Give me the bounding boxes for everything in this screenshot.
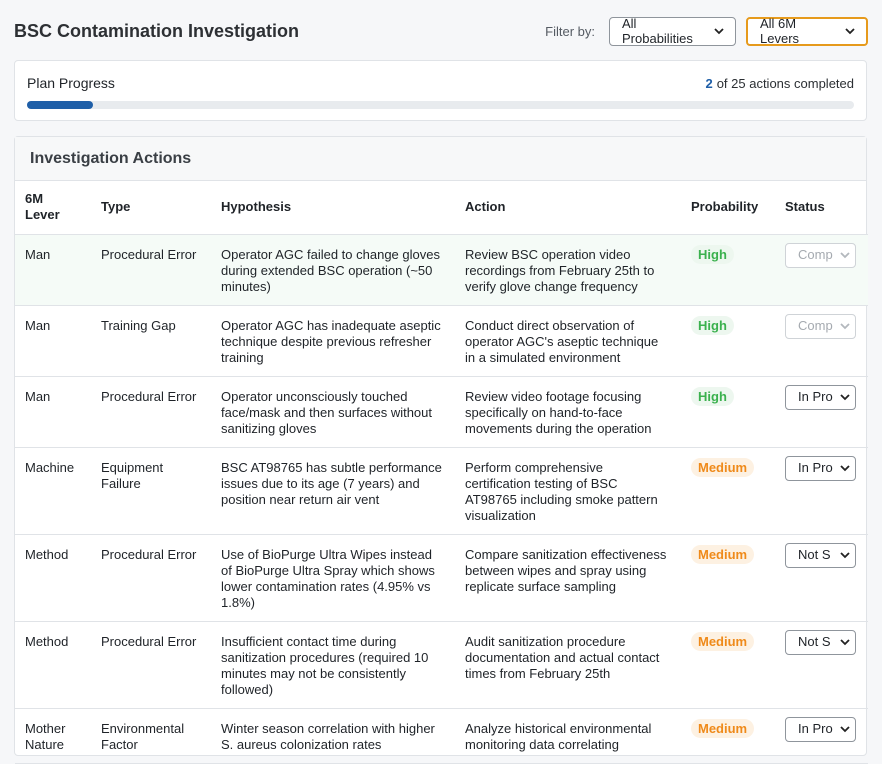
probability-cell xyxy=(681,234,775,305)
chevron-down-icon xyxy=(839,391,851,403)
type-cell: Environmental Factor xyxy=(91,708,211,763)
plan-progress-card xyxy=(14,60,867,121)
lever-cell: Man xyxy=(15,305,91,376)
hypothesis-cell: Use of BioPurge Ultra Wipes instead of BioPurge Ultra Spray which shows lower contamination rates (4.95% vs 1.8%) xyxy=(211,534,455,621)
lever-cell: Mother Nature xyxy=(15,708,91,763)
probability-cell xyxy=(681,708,775,763)
probability-badge: Medium xyxy=(691,545,754,564)
status-cell xyxy=(775,305,868,376)
action-cell: Audit sanitization procedure documentation and actual contact times from February 25th xyxy=(455,621,681,708)
lever-filter-select[interactable] xyxy=(746,17,868,46)
table-row xyxy=(15,708,868,763)
table-header-row xyxy=(15,181,868,234)
column-header-probability: Probability xyxy=(681,181,775,234)
probability-badge: High xyxy=(691,387,734,406)
table-row xyxy=(15,376,868,447)
page-title: BSC Contamination Investigation xyxy=(14,20,300,41)
type-cell: Procedural Error xyxy=(91,534,211,621)
probability-badge: High xyxy=(691,316,734,335)
status-select[interactable] xyxy=(785,385,856,410)
chevron-down-icon xyxy=(839,723,851,735)
progress-total-text: of 25 actions completed xyxy=(716,76,854,91)
hypothesis-cell: Operator AGC failed to change gloves during extended BSC operation (~50 minutes) xyxy=(211,234,455,305)
lever-filter-value: All 6M Levers xyxy=(760,16,800,46)
probability-cell xyxy=(681,305,775,376)
probability-cell xyxy=(681,621,775,708)
column-header-lever: 6M Lever xyxy=(15,181,91,234)
chevron-down-icon xyxy=(839,320,851,332)
type-cell: Training Gap xyxy=(91,305,211,376)
column-header-type: Type xyxy=(91,181,211,234)
status-select[interactable] xyxy=(785,717,856,742)
lever-cell: Man xyxy=(15,234,91,305)
lever-cell: Method xyxy=(15,621,91,708)
action-cell: Conduct direct observation of operator AGC's aseptic technique in a simulated environment xyxy=(455,305,681,376)
probability-cell xyxy=(681,376,775,447)
status-value: In Pro xyxy=(798,460,833,475)
hypothesis-cell: Winter season correlation with higher S. aureus colonization rates xyxy=(211,708,455,763)
status-cell xyxy=(775,621,868,708)
status-value: Not S xyxy=(798,634,831,649)
progress-bar-fill xyxy=(27,101,93,109)
hypothesis-cell: Operator AGC has inadequate aseptic technique despite previous refresher training xyxy=(211,305,455,376)
column-header-action: Action xyxy=(455,181,681,234)
status-cell xyxy=(775,708,868,763)
page-header xyxy=(14,14,868,48)
probability-badge: High xyxy=(691,245,734,264)
hypothesis-cell: Operator unconsciously touched face/mask and then surfaces without sanitizing gloves xyxy=(211,376,455,447)
probability-badge: Medium xyxy=(691,632,754,651)
type-cell: Procedural Error xyxy=(91,621,211,708)
lever-cell: Man xyxy=(15,376,91,447)
completed-count: 2 xyxy=(705,76,713,91)
action-cell: Perform comprehensive certification testing of BSC AT98765 including smoke pattern visualization xyxy=(455,447,681,534)
hypothesis-cell: BSC AT98765 has subtle performance issues due to its age (7 years) and position near return air vent xyxy=(211,447,455,534)
probability-cell xyxy=(681,447,775,534)
probability-filter-value: All Probabilities xyxy=(622,16,693,46)
progress-bar xyxy=(27,101,854,109)
type-cell: Procedural Error xyxy=(91,234,211,305)
probability-badge: Medium xyxy=(691,719,754,738)
lever-cell: Machine xyxy=(15,447,91,534)
actions-table xyxy=(15,181,868,764)
status-value: Comp xyxy=(798,247,833,262)
filter-bar xyxy=(545,17,868,46)
status-select[interactable] xyxy=(785,456,856,481)
chevron-down-icon xyxy=(839,249,851,261)
status-cell xyxy=(775,447,868,534)
type-cell: Equipment Failure xyxy=(91,447,211,534)
status-select[interactable] xyxy=(785,543,856,568)
chevron-down-icon xyxy=(844,25,856,37)
progress-title: Plan Progress xyxy=(27,75,115,91)
column-header-hypothesis: Hypothesis xyxy=(211,181,455,234)
table-row xyxy=(15,534,868,621)
actions-title: Investigation Actions xyxy=(15,137,866,181)
table-row xyxy=(15,234,868,305)
action-cell: Review BSC operation video recordings from February 25th to verify glove change frequency xyxy=(455,234,681,305)
action-cell: Compare sanitization effectiveness between wipes and spray using replicate surface sampling xyxy=(455,534,681,621)
status-value: In Pro xyxy=(798,389,833,404)
table-row xyxy=(15,621,868,708)
chevron-down-icon xyxy=(839,636,851,648)
status-select[interactable] xyxy=(785,314,856,339)
status-cell xyxy=(775,534,868,621)
hypothesis-cell: Insufficient contact time during sanitization procedures (required 10 minutes may not be consistently followed) xyxy=(211,621,455,708)
lever-cell: Method xyxy=(15,534,91,621)
status-value: In Pro xyxy=(798,721,833,736)
status-select[interactable] xyxy=(785,630,856,655)
status-value: Not S xyxy=(798,547,831,562)
probability-badge: Medium xyxy=(691,458,754,477)
status-cell xyxy=(775,234,868,305)
column-header-status: Status xyxy=(775,181,868,234)
chevron-down-icon xyxy=(839,549,851,561)
status-cell xyxy=(775,376,868,447)
chevron-down-icon xyxy=(713,25,725,37)
investigation-actions-card xyxy=(14,136,867,756)
filter-label: Filter by: xyxy=(545,23,595,39)
status-value: Comp xyxy=(798,318,833,333)
status-select[interactable] xyxy=(785,243,856,268)
action-cell: Review video footage focusing specifically on hand-to-face movements during the operation xyxy=(455,376,681,447)
table-row xyxy=(15,447,868,534)
chevron-down-icon xyxy=(839,462,851,474)
probability-cell xyxy=(681,534,775,621)
type-cell: Procedural Error xyxy=(91,376,211,447)
progress-count xyxy=(705,76,854,91)
probability-filter-select[interactable] xyxy=(609,17,736,46)
action-cell: Analyze historical environmental monitoring data correlating xyxy=(455,708,681,763)
table-row xyxy=(15,305,868,376)
